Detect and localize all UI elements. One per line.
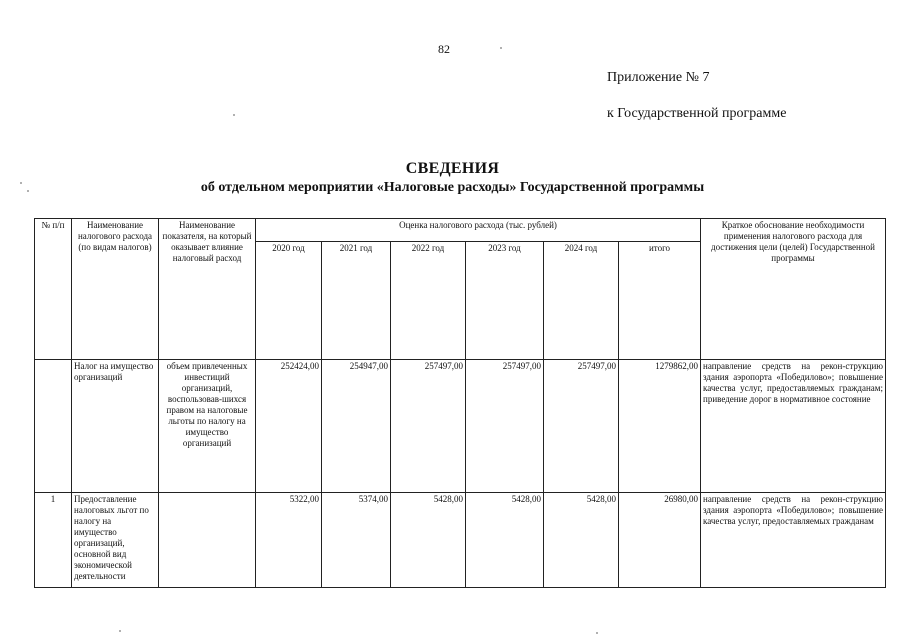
row-value-2021: 5374,00: [322, 493, 391, 588]
header-year-2023: 2023 год: [466, 242, 544, 360]
header-indicator: Наименование показателя, на который оказывает влияние налоговый расход: [159, 219, 256, 360]
row-value-2020: 5322,00: [256, 493, 322, 588]
table-row: [35, 360, 886, 493]
row-value-2023: 257497,00: [466, 360, 544, 493]
row-num: [35, 360, 72, 493]
row-value-2020: 252424,00: [256, 360, 322, 493]
row-value-2022: 5428,00: [391, 493, 466, 588]
row-num: 1: [35, 493, 72, 588]
row-indicator: объем привлеченных инвестиций организаций, воспользовав-шихся правом на налоговые льготы по налогу на имущество организаций: [159, 360, 256, 493]
header-num: № п/п: [35, 219, 72, 360]
row-value-2022: 257497,00: [391, 360, 466, 493]
row-tax-name: Налог на имущество организаций: [72, 360, 159, 493]
header-tax-name: Наименование налогового расхода (по видам налогов): [72, 219, 159, 360]
row-value-2021: 254947,00: [322, 360, 391, 493]
header-year-2024: 2024 год: [544, 242, 619, 360]
header-estimate: Оценка налогового расхода (тыс. рублей): [256, 219, 701, 242]
row-value-total: 1279862,00: [619, 360, 701, 493]
appendix-line-1: Приложение № 7: [607, 70, 710, 85]
row-value-2024: 257497,00: [544, 360, 619, 493]
document-subtitle: об отдельном мероприятии «Налоговые расходы» Государственной программы: [200, 180, 705, 195]
header-justification: Краткое обоснование необходимости применения налогового расхода для достижения цели (целей) Государственной программы: [701, 219, 886, 360]
row-justification: направление средств на рекон-струкцию здания аэропорта «Победилово»; повышение качества услуг, предоставляемых гражданам: [701, 493, 886, 588]
row-value-2024: 5428,00: [544, 493, 619, 588]
tax-expenditure-table: [34, 218, 886, 588]
row-tax-name: Предоставление налоговых льгот по налогу на имущество организаций, основной вид экономической деятельности: [72, 493, 159, 588]
page-number: 82: [438, 42, 450, 56]
header-year-2020: 2020 год: [256, 242, 322, 360]
row-justification: направление средств на рекон-струкцию здания аэропорта «Победилово»; повышение качества услуг, предоставляемых гражданам; приведение дорог в нормативное состояние: [701, 360, 886, 493]
appendix-line-2: к Государственной программе: [607, 106, 787, 121]
header-year-2022: 2022 год: [391, 242, 466, 360]
row-value-total: 26980,00: [619, 493, 701, 588]
table-row: [35, 493, 886, 588]
header-year-2021: 2021 год: [322, 242, 391, 360]
row-indicator: [159, 493, 256, 588]
header-total: итого: [619, 242, 701, 360]
row-value-2023: 5428,00: [466, 493, 544, 588]
document-title: СВЕДЕНИЯ: [405, 160, 500, 177]
